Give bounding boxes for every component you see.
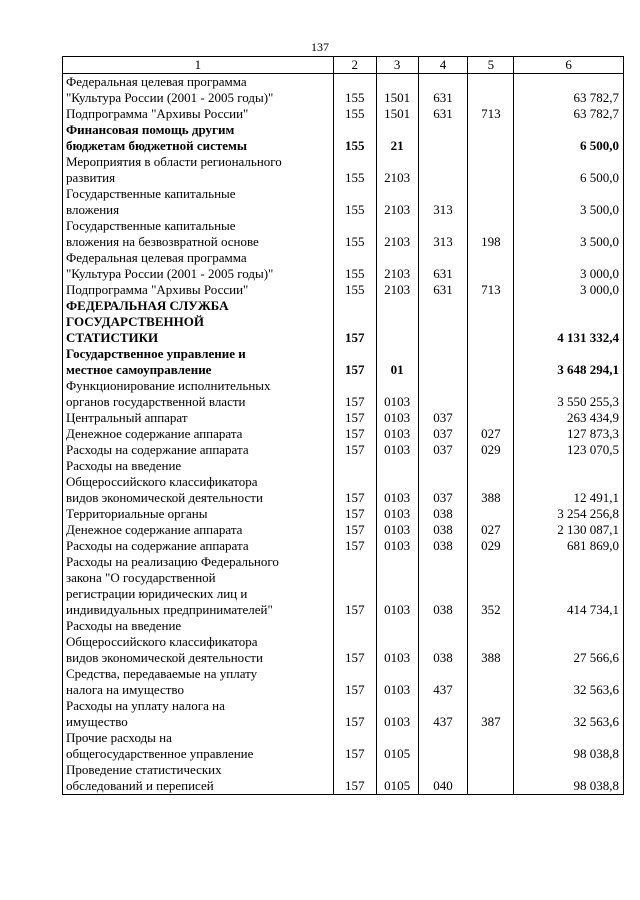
amount: 63 782,7 [514,74,624,107]
expense-type-code [468,666,514,698]
row-name [63,186,334,218]
row-name [63,410,334,426]
row-name-line: "Культура России (2001 - 2005 годы)" [66,90,274,105]
row-name [63,298,334,346]
ministry-code: 157 [333,698,376,730]
row-name-line: ФЕДЕРАЛЬНАЯ СЛУЖБА [66,298,229,313]
column-header: 4 [418,57,468,74]
row-name-line: закона "О государственной [66,570,216,585]
section-code: 21 [376,122,418,154]
column-header: 6 [514,57,624,74]
target-code [418,154,468,186]
section-code: 0103 [376,426,418,442]
column-header: 3 [376,57,418,74]
table-row [63,218,624,250]
row-name-line: Функционирование исполнительных [66,378,271,393]
target-code: 313 [418,186,468,218]
amount: 63 782,7 [514,106,624,122]
table-header-row [63,57,624,74]
target-code: 631 [418,282,468,298]
section-code: 0103 [376,378,418,410]
target-code: 313 [418,218,468,250]
row-name-line: Расходы на уплату налога на [66,698,225,713]
amount: 3 254 256,8 [514,506,624,522]
table-row [63,538,624,554]
ministry-code: 155 [333,106,376,122]
target-code [418,346,468,378]
row-name [63,426,334,442]
target-code: 631 [418,250,468,282]
ministry-code: 157 [333,730,376,762]
amount: 3 000,0 [514,250,624,282]
row-name [63,666,334,698]
amount: 263 434,9 [514,410,624,426]
row-name-line: Денежное содержание аппарата [66,426,243,441]
row-name-line: Расходы на содержание аппарата [66,442,249,457]
table-row [63,250,624,282]
column-header: 2 [333,57,376,74]
column-header: 1 [63,57,334,74]
target-code: 631 [418,106,468,122]
table-row [63,410,624,426]
section-code: 0105 [376,762,418,795]
row-name [63,122,334,154]
table-row [63,522,624,538]
row-name [63,218,334,250]
section-code: 0103 [376,458,418,506]
ministry-code: 155 [333,282,376,298]
amount: 4 131 332,4 [514,298,624,346]
expense-type-code: 198 [468,218,514,250]
row-name [63,442,334,458]
table-row [63,378,624,410]
table-row [63,730,624,762]
target-code: 037 [418,458,468,506]
row-name-line: развития [66,170,116,185]
row-name-line: видов экономической деятельности [66,490,263,505]
row-name [63,250,334,282]
table-row [63,762,624,795]
ministry-code: 157 [333,506,376,522]
row-name-line: Расходы на введение [66,458,182,473]
table-row [63,698,624,730]
table-row [63,554,624,618]
row-name [63,282,334,298]
ministry-code: 157 [333,762,376,795]
row-name-line: Федеральная целевая программа [66,74,247,89]
section-code: 0103 [376,666,418,698]
amount: 3 000,0 [514,282,624,298]
ministry-code: 157 [333,378,376,410]
row-name-line: СТАТИСТИКИ [66,330,159,345]
section-code: 2103 [376,282,418,298]
row-name-line: Средства, передаваемые на уплату [66,666,258,681]
ministry-code: 155 [333,250,376,282]
amount: 3 500,0 [514,218,624,250]
amount: 6 500,0 [514,154,624,186]
row-name-line: Центральный аппарат [66,410,188,425]
amount: 32 563,6 [514,666,624,698]
row-name [63,554,334,618]
target-code: 037 [418,426,468,442]
row-name-line: бюджетам бюджетной системы [66,138,248,153]
row-name-line: общегосударственное управление [66,746,254,761]
expense-type-code: 388 [468,618,514,666]
row-name [63,618,334,666]
expense-type-code [468,346,514,378]
row-name [63,378,334,410]
target-code: 437 [418,666,468,698]
target-code: 038 [418,554,468,618]
expense-type-code [468,730,514,762]
row-name-line: Прочие расходы на [66,730,172,745]
row-name-line: Финансовая помощь другим [66,122,235,137]
expense-type-code: 388 [468,458,514,506]
ministry-code: 157 [333,298,376,346]
row-name-line: Государственные капитальные [66,186,236,201]
table-row [63,458,624,506]
row-name-line: видов экономической деятельности [66,650,263,665]
row-name-line: обследований и переписей [66,778,214,793]
table-row [63,506,624,522]
target-code [418,730,468,762]
ministry-code: 157 [333,522,376,538]
row-name-line: местное самоуправление [66,362,212,377]
row-name-line: налога на имущество [66,682,184,697]
target-code: 038 [418,618,468,666]
row-name-line: Проведение статистических [66,762,222,777]
page-number: 137 [311,40,329,54]
amount: 123 070,5 [514,442,624,458]
table-row [63,106,624,122]
row-name [63,762,334,795]
section-code: 2103 [376,154,418,186]
ministry-code: 157 [333,666,376,698]
table-row [63,282,624,298]
target-code: 631 [418,74,468,107]
ministry-code: 157 [333,458,376,506]
table-row [63,186,624,218]
section-code: 1501 [376,74,418,107]
amount: 2 130 087,1 [514,522,624,538]
section-code: 0103 [376,538,418,554]
table-row [63,74,624,107]
row-name [63,698,334,730]
row-name [63,506,334,522]
target-code [418,298,468,346]
row-name-line: Расходы на введение [66,618,182,633]
row-name-line: Расходы на реализацию Федерального [66,554,279,569]
row-name [63,458,334,506]
target-code [418,378,468,410]
row-name-line: Общероссийского классификатора [66,474,258,489]
amount: 12 491,1 [514,458,624,506]
amount: 3 648 294,1 [514,346,624,378]
section-code: 0103 [376,618,418,666]
expense-type-code: 713 [468,282,514,298]
amount: 27 566,6 [514,618,624,666]
amount: 3 500,0 [514,186,624,218]
amount: 3 550 255,3 [514,378,624,410]
row-name-line: Расходы на содержание аппарата [66,538,249,553]
row-name [63,154,334,186]
ministry-code: 155 [333,186,376,218]
ministry-code: 157 [333,410,376,426]
section-code: 0103 [376,506,418,522]
amount: 127 873,3 [514,426,624,442]
row-name-line: вложения [66,202,120,217]
amount: 681 869,0 [514,538,624,554]
row-name-line: Территориальные органы [66,506,208,521]
row-name [63,346,334,378]
table-row [63,298,624,346]
expense-type-code: 027 [468,522,514,538]
expense-type-code [468,122,514,154]
target-code [418,122,468,154]
target-code: 437 [418,698,468,730]
ministry-code: 157 [333,442,376,458]
row-name [63,74,334,107]
row-name-line: Государственное управление и [66,346,246,361]
expense-type-code [468,250,514,282]
target-code: 038 [418,522,468,538]
table-row [63,666,624,698]
row-name-line: имущество [66,714,128,729]
section-code: 0103 [376,442,418,458]
ministry-code: 155 [333,74,376,107]
section-code [376,298,418,346]
ministry-code: 157 [333,538,376,554]
expense-type-code: 029 [468,538,514,554]
section-code: 0105 [376,730,418,762]
expense-type-code [468,410,514,426]
expense-type-code: 027 [468,426,514,442]
target-code: 037 [418,410,468,426]
table-row [63,426,624,442]
section-code: 0103 [376,522,418,538]
amount: 32 563,6 [514,698,624,730]
section-code: 0103 [376,410,418,426]
ministry-code: 155 [333,218,376,250]
row-name-line: Подпрограмма "Архивы России" [66,282,249,297]
row-name-line: Общероссийского классификатора [66,634,258,649]
amount: 98 038,8 [514,762,624,795]
table-row [63,346,624,378]
expense-type-code [468,506,514,522]
expense-type-code: 029 [468,442,514,458]
row-name [63,106,334,122]
row-name [63,730,334,762]
table-row [63,154,624,186]
table-row [63,618,624,666]
target-code: 040 [418,762,468,795]
section-code: 0103 [376,698,418,730]
target-code: 038 [418,538,468,554]
row-name-line: Государственные капитальные [66,218,236,233]
section-code: 1501 [376,106,418,122]
row-name-line: "Культура России (2001 - 2005 годы)" [66,266,274,281]
row-name-line: вложения на безвозвратной основе [66,234,259,249]
expense-type-code [468,154,514,186]
expense-type-code: 352 [468,554,514,618]
ministry-code: 155 [333,154,376,186]
table-row [63,442,624,458]
amount: 414 734,1 [514,554,624,618]
row-name-line: Денежное содержание аппарата [66,522,243,537]
section-code: 2103 [376,250,418,282]
amount: 6 500,0 [514,122,624,154]
expense-type-code [468,378,514,410]
row-name [63,522,334,538]
row-name-line: органов государственной власти [66,394,246,409]
row-name-line: Подпрограмма "Архивы России" [66,106,249,121]
row-name-line: регистрации юридических лиц и [66,586,248,601]
ministry-code: 157 [333,554,376,618]
ministry-code: 155 [333,122,376,154]
row-name-line: Федеральная целевая программа [66,250,247,265]
row-name-line: ГОСУДАРСТВЕННОЙ [66,314,204,329]
row-name [63,538,334,554]
ministry-code: 157 [333,426,376,442]
section-code: 2103 [376,218,418,250]
ministry-code: 157 [333,618,376,666]
target-code: 037 [418,442,468,458]
amount: 98 038,8 [514,730,624,762]
expense-type-code: 387 [468,698,514,730]
expense-type-code [468,186,514,218]
expense-type-code [468,298,514,346]
section-code: 0103 [376,554,418,618]
column-header: 5 [468,57,514,74]
table-row [63,122,624,154]
ministry-code: 157 [333,346,376,378]
row-name-line: Мероприятия в области регионального [66,154,282,169]
expense-type-code: 713 [468,106,514,122]
row-name-line: индивидуальных предпринимателей" [66,602,273,617]
budget-table [62,56,624,795]
target-code: 038 [418,506,468,522]
expense-type-code [468,74,514,107]
section-code: 01 [376,346,418,378]
section-code: 2103 [376,186,418,218]
expense-type-code [468,762,514,795]
